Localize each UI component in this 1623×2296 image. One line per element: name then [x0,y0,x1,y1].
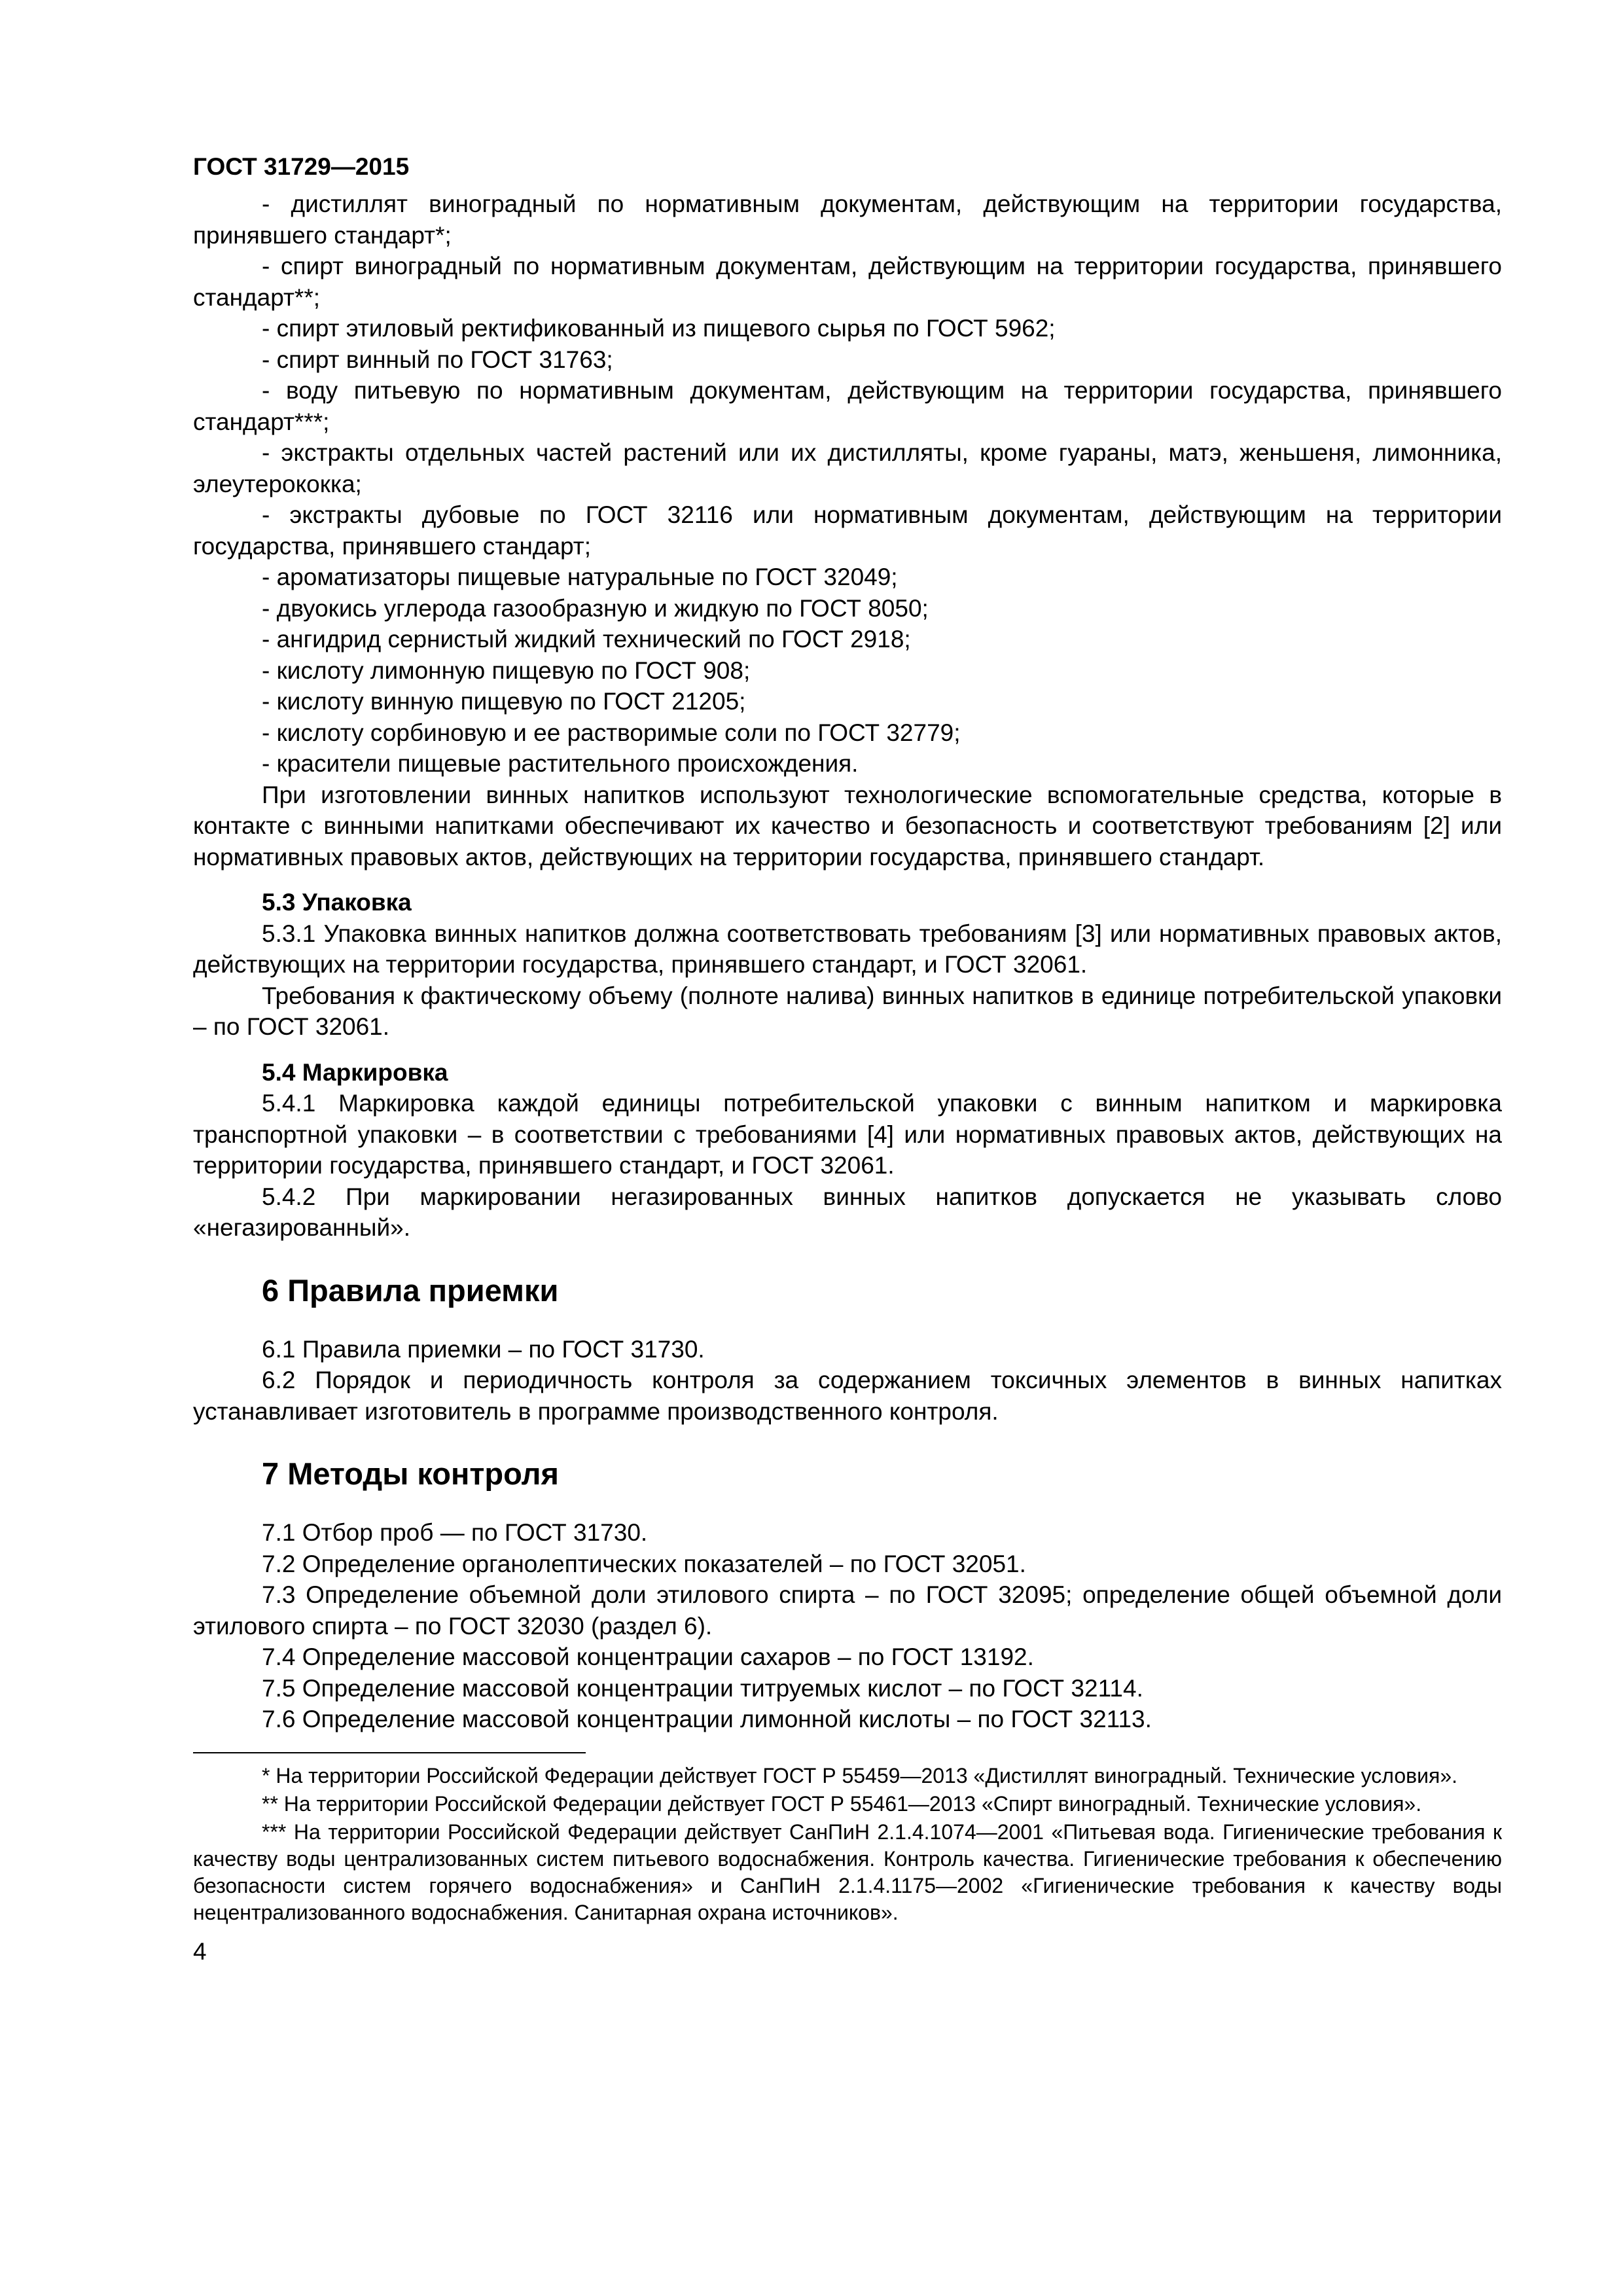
footnote-divider [193,1752,586,1753]
paragraph-6-1: 6.1 Правила приемки – по ГОСТ 31730. [262,1335,705,1363]
method-item: 7.6 Определение массовой концентрации лимонной кислоты – по ГОСТ 32113. [262,1706,1152,1732]
footnote: * На территории Российской Федерации действует ГОСТ Р 55459—2013 «Дистиллят виноградный. Технические условия». [262,1763,1457,1787]
list-item: - спирт этиловый ректификованный из пищевого сырья по ГОСТ 5962; [262,315,1056,342]
method-item: 7.4 Определение массовой концентрации сахаров – по ГОСТ 13192. [262,1643,1034,1670]
list-item: - ангидрид сернистый жидкий технический по ГОСТ 2918; [262,626,911,653]
section-title-control-methods: 7 Методы контроля [262,1456,559,1491]
page-number: 4 [193,1937,207,1965]
list-item: - экстракты дубовые по ГОСТ 32116 или нормативным документам, действующим на территории государства, принявшего стандарт; [193,501,1502,560]
document-page [193,151,1502,2245]
paragraph-5-3-1: 5.3.1 Упаковка винных напитков должна соответствовать требованиям [3] или нормативных правовых актов, действующих на территории государства, принявшего стандарт, и ГОСТ 32061. [193,920,1502,978]
paragraph-6-2: 6.2 Порядок и периодичность контроля за содержанием токсичных элементов в винных напитках устанавливает изготовитель в программе производственного контроля. [193,1367,1502,1425]
list-item: - кислоту лимонную пищевую по ГОСТ 908; [262,656,751,684]
list-item: - красители пищевые растительного происхождения. [262,750,859,777]
method-item: 7.3 Определение объемной доли этилового спирта – по ГОСТ 32095; определение общей объемной доли этилового спирта – по ГОСТ 32030 (раздел 6). [193,1581,1502,1640]
footnote: *** На территории Российской Федерации действует СанПиН 2.1.4.1074—2001 «Питьевая вода. Гигиенические требования к качеству воды централизованных систем питьевого водоснабжения. Контроль качества. Гигиенические требования к обеспечению безопасности систем горячего водоснабжения» и СанПиН 2.1.4.1175—2002 «Гигиенические требования к качеству воды нецентрализованного водоснабжения. Санитарная охрана источников». [193,1820,1502,1924]
list-item: - кислоту винную пищевую по ГОСТ 21205; [262,688,746,715]
list-item: - воду питьевую по нормативным документам, действующим на территории государства, принявшего стандарт***; [193,377,1502,435]
list-item: - двуокись углерода газообразную и жидкую по ГОСТ 8050; [262,594,929,622]
method-item: 7.2 Определение органолептических показателей – по ГОСТ 32051. [262,1550,1026,1577]
list-item: - ароматизаторы пищевые натуральные по ГОСТ 32049; [262,564,898,590]
method-item: 7.1 Отбор проб — по ГОСТ 31730. [262,1519,648,1546]
auxiliary-means-paragraph: При изготовлении винных напитков используют технологические вспомогательные средства, которые в контакте с винными напитками обеспечивают их качество и безопасность и соответствуют требованиям [2] или нормативных правовых актов, действующих на территории государства, принявшего стандарт. [193,781,1502,870]
subsection-title-marking: 5.4 Маркировка [262,1058,448,1086]
list-item: - дистиллят виноградный по нормативным документам, действующим на территории государства, принявшего стандарт*; [193,190,1502,249]
section-title-acceptance: 6 Правила приемки [262,1272,559,1308]
paragraph-5-4-2: 5.4.2 При маркировании негазированных винных напитков допускается не указывать слово «негазированный». [193,1183,1502,1241]
list-item: - кислоту сорбиновую и ее растворимые соли по ГОСТ 32779; [262,719,961,746]
list-item: - спирт виноградный по нормативным документам, действующим на территории государства, принявшего стандарт**; [193,253,1502,311]
method-item: 7.5 Определение массовой концентрации титруемых кислот – по ГОСТ 32114. [262,1674,1143,1702]
subsection-title-packaging: 5.3 Упаковка [262,889,412,916]
footnote: ** На территории Российской Федерации действует ГОСТ Р 55461—2013 «Спирт виноградный. Технические условия». [262,1791,1422,1816]
list-item: - экстракты отдельных частей растений или их дистилляты, кроме гуараны, матэ, женьшеня, лимонника, элеутерококка; [193,439,1502,497]
ingredients-list [193,188,1502,780]
document-header: ГОСТ 31729—2015 [193,153,410,180]
paragraph-5-3-volume: Требования к фактическому объему (полноте налива) винных напитков в единице потребительской упаковки – по ГОСТ 32061. [193,982,1502,1040]
list-item: - спирт винный по ГОСТ 31763; [262,346,613,373]
paragraph-5-4-1: 5.4.1 Маркировка каждой единицы потребительской упаковки с винным напитком и маркировка транспортной упаковки – в соответствии с требованиями [4] или нормативных правовых актов, действующих на территории государства, принявшего стандарт, и ГОСТ 32061. [193,1090,1502,1179]
